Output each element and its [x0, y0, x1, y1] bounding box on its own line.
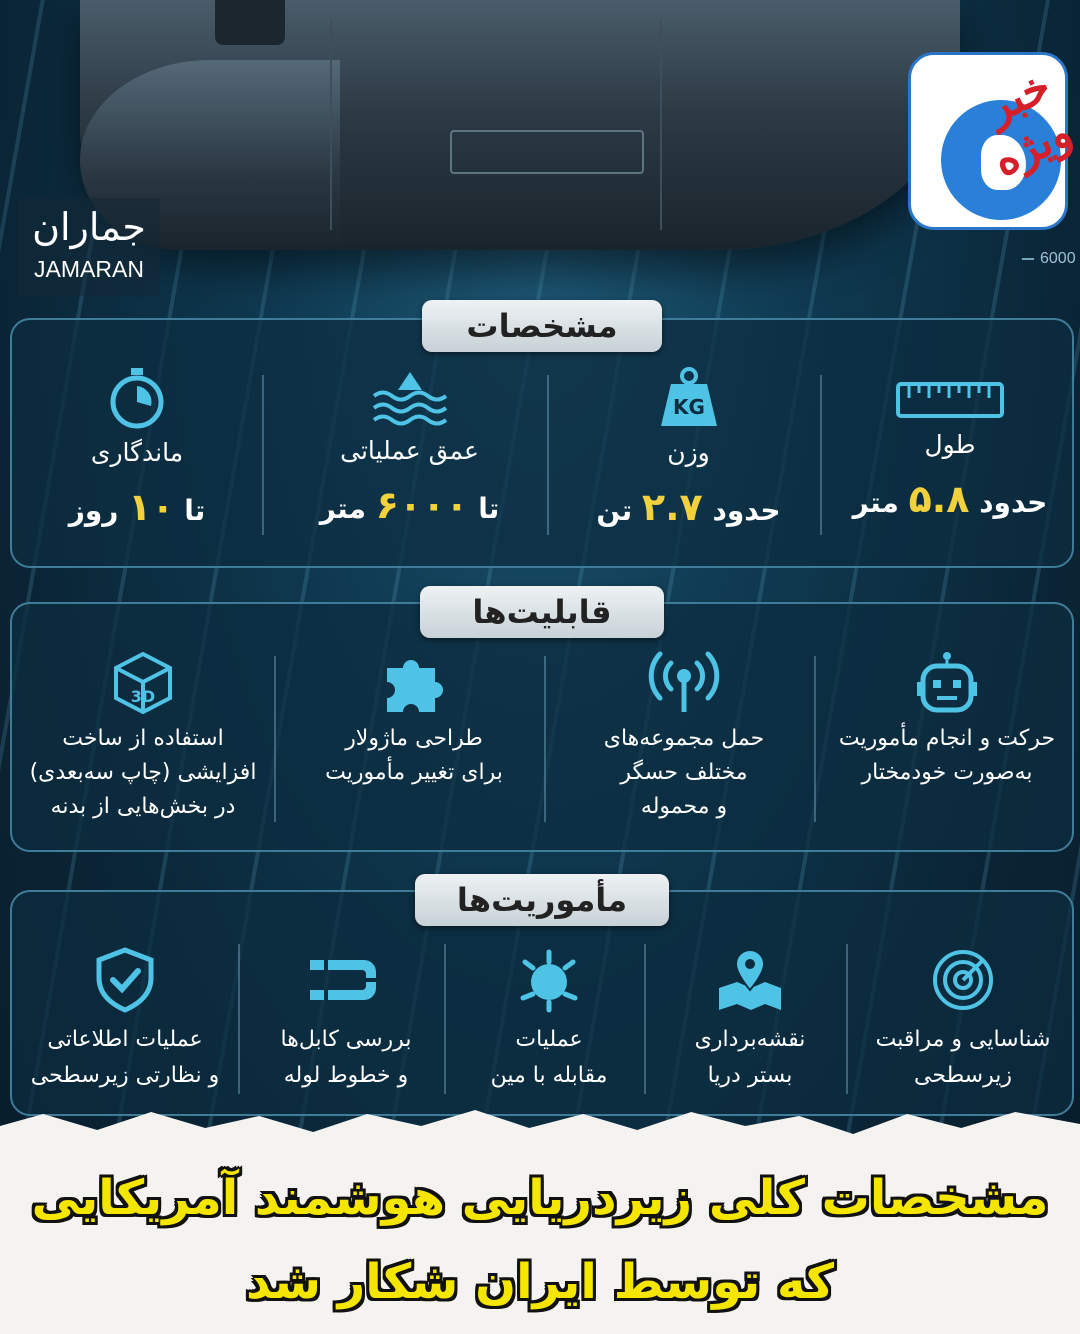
spec-label: ماندگاری — [90, 438, 184, 467]
spec-unit: تن — [596, 494, 633, 527]
mission-text: بررسی کابل‌ها و خطوط لوله — [280, 1027, 412, 1088]
mission-text: نقشه‌برداری بستر دریا — [694, 1027, 806, 1088]
capability-text: حرکت و انجام مأموریت به‌صورت خودمختار — [838, 726, 1056, 785]
missions-title: مأموریت‌ها — [415, 874, 669, 926]
sea-mine-icon — [517, 948, 581, 1012]
mission-text: عملیات مقابله با مین — [490, 1027, 608, 1088]
spec-label: طول — [924, 430, 976, 459]
puzzle-icon — [381, 650, 447, 716]
mission-seabed-mapping — [654, 948, 846, 1094]
capability-text: طراحی ماژولار برای تغییر مأموریت — [325, 726, 503, 785]
pipeline-icon — [308, 948, 384, 1012]
mission-surveillance — [856, 948, 1070, 1094]
capability-autonomous — [824, 650, 1070, 790]
capability-text: حمل مجموعه‌های مختلف حسگر و محموله — [603, 726, 765, 819]
spec-value — [12, 485, 262, 529]
spec-number: ۱۰ — [128, 485, 175, 529]
mission-mine-countermeasures — [454, 948, 644, 1094]
missions-panel — [10, 881, 1074, 1116]
spec-label: وزن — [667, 438, 710, 467]
headline-line-2: که توسط ایران شکار شد — [245, 1254, 835, 1310]
spec-number: ۶۰۰۰ — [375, 483, 469, 527]
sonar-icon — [931, 948, 995, 1012]
specs-title: مشخصات — [422, 300, 662, 352]
spec-prefix: تا — [478, 492, 500, 525]
spec-length — [830, 378, 1070, 521]
hull-seam — [660, 20, 662, 230]
jamaran-logo — [18, 198, 160, 296]
capability-text: استفاده از ساخت افزایشی (چاپ سه‌بعدی) در بخش‌هایی از بدنه — [29, 726, 257, 819]
svg-text:3D: 3D — [130, 687, 156, 706]
spec-prefix: حدود — [712, 494, 781, 527]
spec-prefix: حدود — [979, 486, 1048, 519]
khabar-vijeh-logo-text: خبر ویژه — [978, 60, 1080, 187]
map-pin-icon — [715, 948, 785, 1012]
cube-3d-icon — [110, 650, 176, 716]
spec-depth — [272, 366, 547, 527]
spec-value — [557, 485, 820, 529]
submarine-panel — [450, 130, 644, 174]
spec-number: ۵.۸ — [908, 477, 970, 521]
weight-kg-icon — [657, 366, 721, 430]
mission-intelligence — [12, 948, 238, 1094]
spec-value — [830, 477, 1070, 521]
spec-weight — [557, 366, 820, 529]
jamaran-logo-mark: جماران — [32, 205, 146, 249]
capabilities-title: قابلیت‌ها — [420, 586, 664, 638]
spec-endurance — [12, 366, 262, 529]
spec-unit: متر — [852, 486, 899, 519]
antenna-signal-icon — [644, 650, 724, 716]
capabilities-panel — [10, 593, 1074, 852]
spec-label: عمق عملیاتی — [340, 436, 479, 465]
depth-waves-icon — [370, 366, 450, 428]
headline-line-1: مشخصات کلی زیردریایی هوشمند آمریکایی — [31, 1170, 1049, 1226]
depth-scale-label: 6000 — [1040, 250, 1076, 267]
spec-value — [272, 483, 547, 527]
hull-seam — [330, 20, 332, 230]
capability-payload — [554, 650, 814, 824]
jamaran-logo-text: JAMARAN — [34, 256, 144, 282]
spec-unit: متر — [319, 492, 366, 525]
ruler-icon — [895, 378, 1005, 422]
stopwatch-icon — [105, 366, 169, 430]
spec-prefix: تا — [184, 494, 206, 527]
robot-icon — [915, 650, 979, 716]
spec-unit: روز — [68, 494, 119, 527]
submarine-fin — [215, 0, 285, 45]
spec-number: ۲.۷ — [641, 485, 703, 529]
capability-modular — [284, 650, 544, 790]
khabar-vijeh-logo — [908, 52, 1080, 230]
specs-panel — [10, 307, 1074, 568]
mission-text: شناسایی و مراقبت زیرسطحی — [875, 1027, 1051, 1088]
svg-text:KG: KG — [672, 395, 705, 419]
shield-check-icon — [95, 948, 155, 1012]
mission-text: عملیات اطلاعاتی و نظارتی زیرسطحی — [30, 1027, 220, 1088]
mission-cable-inspection — [248, 948, 444, 1094]
capability-3d-printing — [12, 650, 274, 824]
